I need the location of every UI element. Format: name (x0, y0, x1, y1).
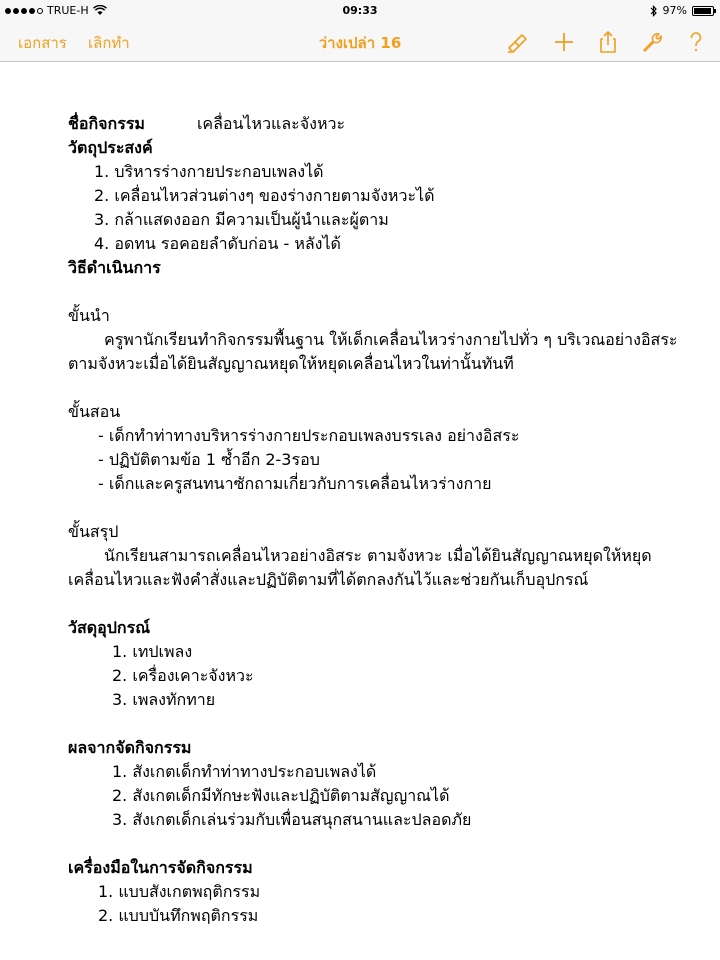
tool-item: 2. แบบบันทึกพฤติกรรม (98, 906, 259, 925)
objective-item: 2. เคลื่อนไหวส่วนต่างๆ ของร่างกายตามจังหวะได้ (94, 186, 435, 205)
objective-item: 1. บริหารร่างกายประกอบเพลงได้ (94, 162, 324, 181)
wrench-icon[interactable] (638, 28, 666, 56)
activity-name: เคลื่อนไหวและจังหวะ (196, 114, 346, 133)
material-item: 3. เพลงทักทาย (112, 690, 216, 709)
status-time: 09:33 (342, 4, 378, 17)
toolbar (0, 22, 720, 62)
activity-label: ชื่อกิจกรรม (68, 114, 145, 133)
summary-text: นักเรียนสามารถเคลื่อนไหวอย่างอิสระ ตามจังหวะ เมื่อได้ยินสัญญาณหยุดให้หยุดเคลื่อนไหวและฟังคำสั่งและปฏิบัติตามที่ได้ตกลงกันไว้และช่วยกันเก็บอุปกรณ์ (68, 546, 652, 589)
document-body[interactable] (68, 112, 698, 928)
material-item: 1. เทปเพลง (112, 642, 193, 661)
status-right (650, 4, 714, 17)
objective-item: 4. อดทน รอคอยลำดับก่อน - หลังได้ (94, 234, 341, 253)
teach-item: - เด็กและครูสนทนาซักถามเกี่ยวกับการเคลื่อนไหวร่างกาย (98, 474, 492, 493)
results-heading: ผลจากจัดกิจกรรม (68, 738, 192, 757)
summary-heading: ขั้นสรุป (68, 522, 119, 541)
intro-heading: ขั้นนำ (68, 306, 110, 325)
add-icon[interactable] (550, 28, 578, 56)
result-item: 3. สังเกตเด็กเล่นร่วมกับเพื่อนสนุกสนานและปลอดภัย (112, 810, 472, 829)
documents-button[interactable]: เอกสาร (18, 34, 67, 52)
battery-fill (694, 8, 711, 14)
activity-line (68, 112, 698, 136)
teach-item: - เด็กทำท่าทางบริหารร่างกายประกอบเพลงบรรเลง อย่างอิสระ (98, 426, 520, 445)
teach-heading: ขั้นสอน (68, 402, 121, 421)
battery-percent: 97% (662, 4, 687, 17)
intro-text: ครูพานักเรียนทำกิจกรรมพื้นฐาน ให้เด็กเคลื่อนไหวร่างกายไปทั่ว ๆ บริเวณอย่างอิสระตามจังหวะเมื่อได้ยินสัญญาณหยุดให้หยุดเคลื่อนไหวในท่านั้นทันที (68, 330, 678, 373)
battery-icon (692, 6, 714, 16)
result-item: 2. สังเกตเด็กมีทักษะฟังและปฏิบัติตามสัญญาณได้ (112, 786, 450, 805)
tools-heading: เครื่องมือในการจัดกิจกรรม (68, 858, 253, 877)
help-icon[interactable] (682, 28, 710, 56)
document-title[interactable]: ว่างเปล่า 16 (318, 34, 402, 52)
objective-item: 3. กล้าแสดงออก มีความเป็นผู้นำและผู้ตาม (94, 210, 389, 229)
bluetooth-icon (650, 5, 658, 17)
materials-heading: วัสดุอุปกรณ์ (68, 618, 151, 637)
status-bar (0, 0, 720, 22)
undo-button[interactable]: เลิกทำ (88, 34, 130, 52)
carrier-name: TRUE-H (47, 4, 89, 17)
material-item: 2. เครื่องเคาะจังหวะ (112, 666, 254, 685)
procedure-heading: วิธีดำเนินการ (68, 258, 161, 277)
format-brush-icon[interactable] (503, 28, 531, 56)
result-item: 1. สังเกตเด็กทำท่าทางประกอบเพลงได้ (112, 762, 377, 781)
share-icon[interactable] (594, 28, 622, 56)
objectives-heading: วัตถุประสงค์ (68, 138, 153, 157)
tool-item: 1. แบบสังเกตพฤติกรรม (98, 882, 261, 901)
teach-item: - ปฏิบัติตามข้อ 1 ซ้ำอีก 2-3รอบ (98, 450, 320, 469)
